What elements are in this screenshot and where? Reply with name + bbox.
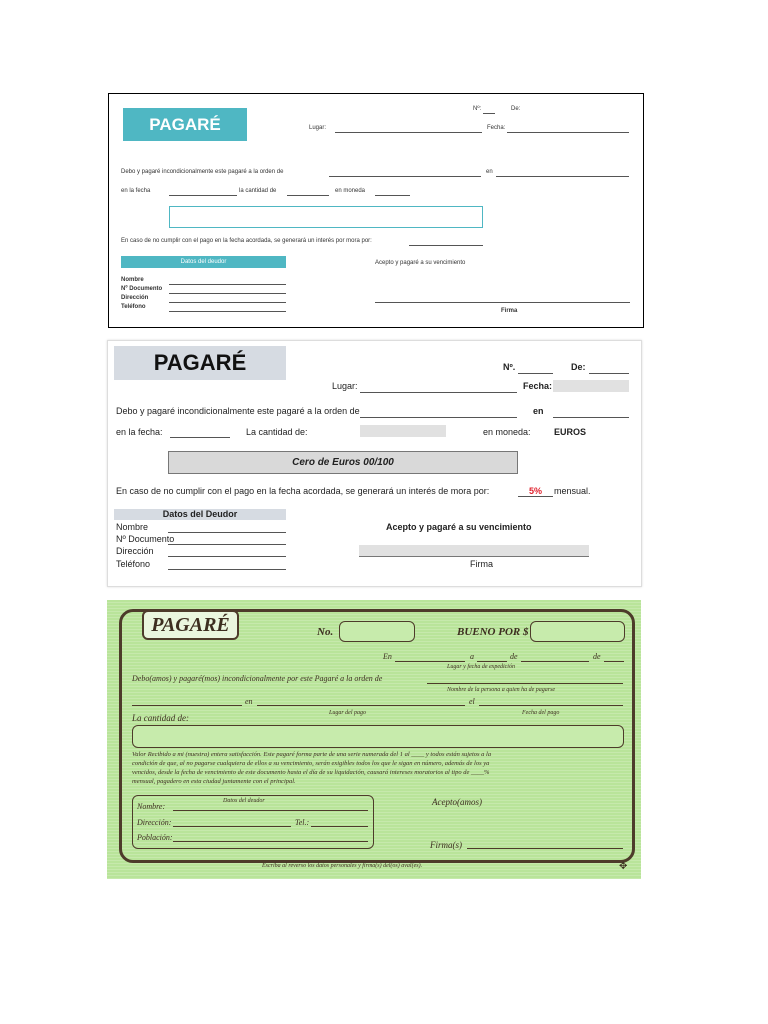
- form2-de-line[interactable]: [589, 373, 629, 374]
- form2-nombre-line[interactable]: [168, 532, 286, 533]
- form2-en-label: en: [533, 406, 544, 416]
- pagare-form-3: [107, 600, 641, 879]
- form3-bueno-field[interactable]: [530, 621, 625, 642]
- form2-line1-text: Debo y pagaré incondicionalmente este pagaré a la orden de: [116, 406, 360, 416]
- form2-acepto: Acepto y pagaré a su vencimiento: [386, 522, 532, 532]
- form1-nombre-line[interactable]: [169, 284, 286, 285]
- form2-mora-rate: 5%: [529, 486, 543, 496]
- form1-moneda-line[interactable]: [375, 195, 410, 196]
- form2-documento-line[interactable]: [168, 544, 286, 545]
- form3-no-label: No.: [317, 626, 334, 638]
- form2-direccion-line[interactable]: [168, 556, 286, 557]
- form1-cantidad-label: la cantidad de: [239, 188, 277, 194]
- form3-lugar-pago-line[interactable]: [257, 705, 465, 706]
- form3-title-banner: [142, 610, 239, 640]
- form1-amount-box[interactable]: [169, 206, 483, 228]
- form2-lugar-line[interactable]: [360, 392, 517, 393]
- form3-tel-label: Tel.:: [295, 818, 310, 827]
- form2-en-line[interactable]: [553, 417, 629, 418]
- pagare-form-1: [108, 93, 644, 328]
- form3-firma-line[interactable]: [467, 848, 623, 849]
- form1-en-label: en: [486, 169, 493, 175]
- form1-mora-line[interactable]: [409, 245, 483, 246]
- form1-documento-line[interactable]: [169, 293, 286, 294]
- form1-acepto: Acepto y pagaré a su vencimiento: [375, 260, 466, 266]
- form3-de-label: de: [510, 652, 518, 661]
- form1-title-banner: [123, 108, 247, 141]
- form1-line1-text: Debo y pagaré incondicionalmente este pagaré a la orden de: [121, 169, 284, 175]
- form2-title-banner: [114, 346, 286, 380]
- form2-en-la-fecha: en la fecha:: [116, 427, 163, 437]
- form2-firma-label: Firma: [470, 559, 493, 569]
- form3-nombre-caption: Nombre de la persona a quien ha de pagarse: [447, 687, 556, 693]
- form3-legal-line-3: vencidos, desde la fecha de vencimiento de este documento hasta el día de su liquidación, causará intereses moratorios al tipo de ____%: [132, 769, 490, 776]
- form2-lugar-label: Lugar:: [332, 381, 358, 391]
- form2-cantidad-label: La cantidad de:: [246, 427, 308, 437]
- form1-fecha-pago-line[interactable]: [169, 195, 237, 196]
- form1-lugar-label: Lugar:: [309, 125, 327, 131]
- form3-en-line[interactable]: [395, 661, 465, 662]
- form2-fecha-field[interactable]: [553, 380, 629, 392]
- form3-firma-label: Firma(s): [430, 840, 462, 850]
- form3-fecha-pago-line[interactable]: [479, 705, 623, 706]
- form2-moneda-label: en moneda:: [483, 427, 531, 437]
- form3-legal-line-1: Valor Recibido a mi (nuestra) entera satisfacción. Este pagaré forma parte de una serie numerada del 1 al ____ y todos están sujetos a la: [132, 751, 492, 758]
- form3-direccion-label: Dirección:: [137, 818, 172, 827]
- form1-de-label: De:: [511, 106, 521, 112]
- form2-no-label: Nº.: [503, 362, 516, 372]
- form3-orden-line[interactable]: [427, 683, 623, 684]
- form3-title: PAGARÉ: [151, 614, 230, 636]
- form1-telefono-line[interactable]: [169, 311, 286, 312]
- form2-no-line[interactable]: [518, 373, 553, 374]
- form3-a-label: a: [470, 652, 474, 661]
- form3-en2-label: en: [245, 697, 253, 706]
- form2-amount-words: Cero de Euros 00/100: [292, 457, 394, 468]
- form3-fecha-pago-caption: Fecha del pago: [522, 710, 560, 716]
- form3-de-line[interactable]: [521, 661, 589, 662]
- form1-en-la-fecha: en la fecha: [121, 188, 151, 194]
- form1-fecha-line[interactable]: [507, 132, 629, 133]
- form1-cantidad-line[interactable]: [287, 195, 329, 196]
- form1-fecha-label: Fecha:: [487, 125, 506, 131]
- form3-lugar-fecha-caption: Lugar y fecha de expedición: [447, 664, 515, 670]
- form3-acepto: Acepto(amos): [432, 797, 482, 807]
- form3-el-label: el: [469, 697, 475, 706]
- form2-field-telefono: Teléfono: [116, 559, 151, 569]
- form2-field-documento: Nº Documento: [116, 534, 175, 544]
- form2-fecha-pago-line[interactable]: [170, 437, 230, 438]
- form2-mora-line[interactable]: [518, 496, 553, 497]
- form2-title: PAGARÉ: [153, 350, 247, 375]
- form1-field-direccion: Dirección: [121, 295, 149, 301]
- form3-nombre-label: Nombre:: [137, 802, 166, 811]
- form3-de2-label: de: [593, 652, 601, 661]
- form2-field-nombre: Nombre: [116, 522, 149, 532]
- form3-debtor-header: Datos del deudor: [223, 798, 265, 804]
- pagare-form-2: [107, 340, 642, 587]
- form3-cantidad-label: La cantidad de:: [132, 713, 189, 723]
- form3-line1-text: Debo(amos) y pagaré(mos) incondicionalmente por este Pagaré a la orden de: [132, 674, 383, 683]
- form1-firma-line[interactable]: [375, 302, 630, 303]
- form1-mora-text: En caso de no cumplir con el pago en la fecha acordada, se generará un interés por mora por:: [121, 238, 372, 244]
- form3-direccion-line[interactable]: [173, 826, 291, 827]
- form3-poblacion-label: Población:: [137, 833, 173, 842]
- form3-legal-line-2: condición de que, al no pagarse cualquiera de ellos a su vencimiento, serán exigibles todos los que le sigan en número, además de los ya: [132, 760, 490, 767]
- form2-amount-box[interactable]: [168, 451, 518, 474]
- form1-lugar-line[interactable]: [335, 132, 482, 133]
- form1-direccion-line[interactable]: [169, 302, 286, 303]
- form3-a-line[interactable]: [477, 661, 507, 662]
- form1-no-line[interactable]: [483, 113, 495, 114]
- form2-field-direccion: Dirección: [116, 546, 154, 556]
- form2-de-label: De:: [571, 362, 586, 372]
- form1-title: PAGARÉ: [149, 115, 221, 134]
- form2-currency: EUROS: [554, 427, 587, 437]
- form2-debtor-header: Datos del Deudor: [114, 509, 286, 520]
- form3-bueno-label: BUENO POR $: [457, 626, 529, 638]
- form3-footer: Escriba al reverso los datos personales y firma(s) del(os) aval(es).: [262, 863, 423, 869]
- form3-poblacion-line[interactable]: [173, 841, 368, 842]
- form3-lugar-pago-caption: Lugar del pago: [329, 710, 367, 716]
- form2-cantidad-field[interactable]: [360, 425, 446, 437]
- form1-field-telefono: Teléfono: [121, 304, 146, 310]
- form3-lugar-pago-line-a[interactable]: [132, 705, 242, 706]
- form1-orden-line[interactable]: [329, 176, 481, 177]
- form3-no-field[interactable]: [339, 621, 415, 642]
- form3-cantidad-field[interactable]: [132, 725, 624, 748]
- form2-mensual: mensual.: [554, 486, 591, 496]
- form3-printer-mark-icon: ✥: [619, 861, 628, 872]
- form2-orden-line[interactable]: [360, 417, 517, 418]
- form1-no-label: Nº:: [473, 106, 482, 112]
- form1-field-nombre: Nombre: [121, 277, 144, 283]
- form2-telefono-line[interactable]: [168, 569, 286, 570]
- form2-firma-field[interactable]: [359, 545, 589, 557]
- form3-nombre-line[interactable]: [173, 810, 368, 811]
- form2-fecha-label: Fecha:: [523, 381, 553, 391]
- form1-moneda-label: en moneda: [335, 188, 366, 194]
- form3-tel-line[interactable]: [311, 826, 368, 827]
- form1-firma-label: Firma: [501, 308, 518, 314]
- form1-debtor-header: Datos del deudor: [121, 256, 286, 268]
- form3-legal-line-4: mensual, pagadero en esta ciudad juntamente con el principal.: [132, 778, 296, 785]
- form1-en-line[interactable]: [496, 176, 629, 177]
- form2-mora-text: En caso de no cumplir con el pago en la fecha acordada, se generará un interés de mora por:: [116, 486, 490, 496]
- form3-year-line[interactable]: [604, 661, 624, 662]
- form3-en-label: En: [383, 652, 392, 661]
- form1-field-documento: Nº Documento: [121, 286, 163, 292]
